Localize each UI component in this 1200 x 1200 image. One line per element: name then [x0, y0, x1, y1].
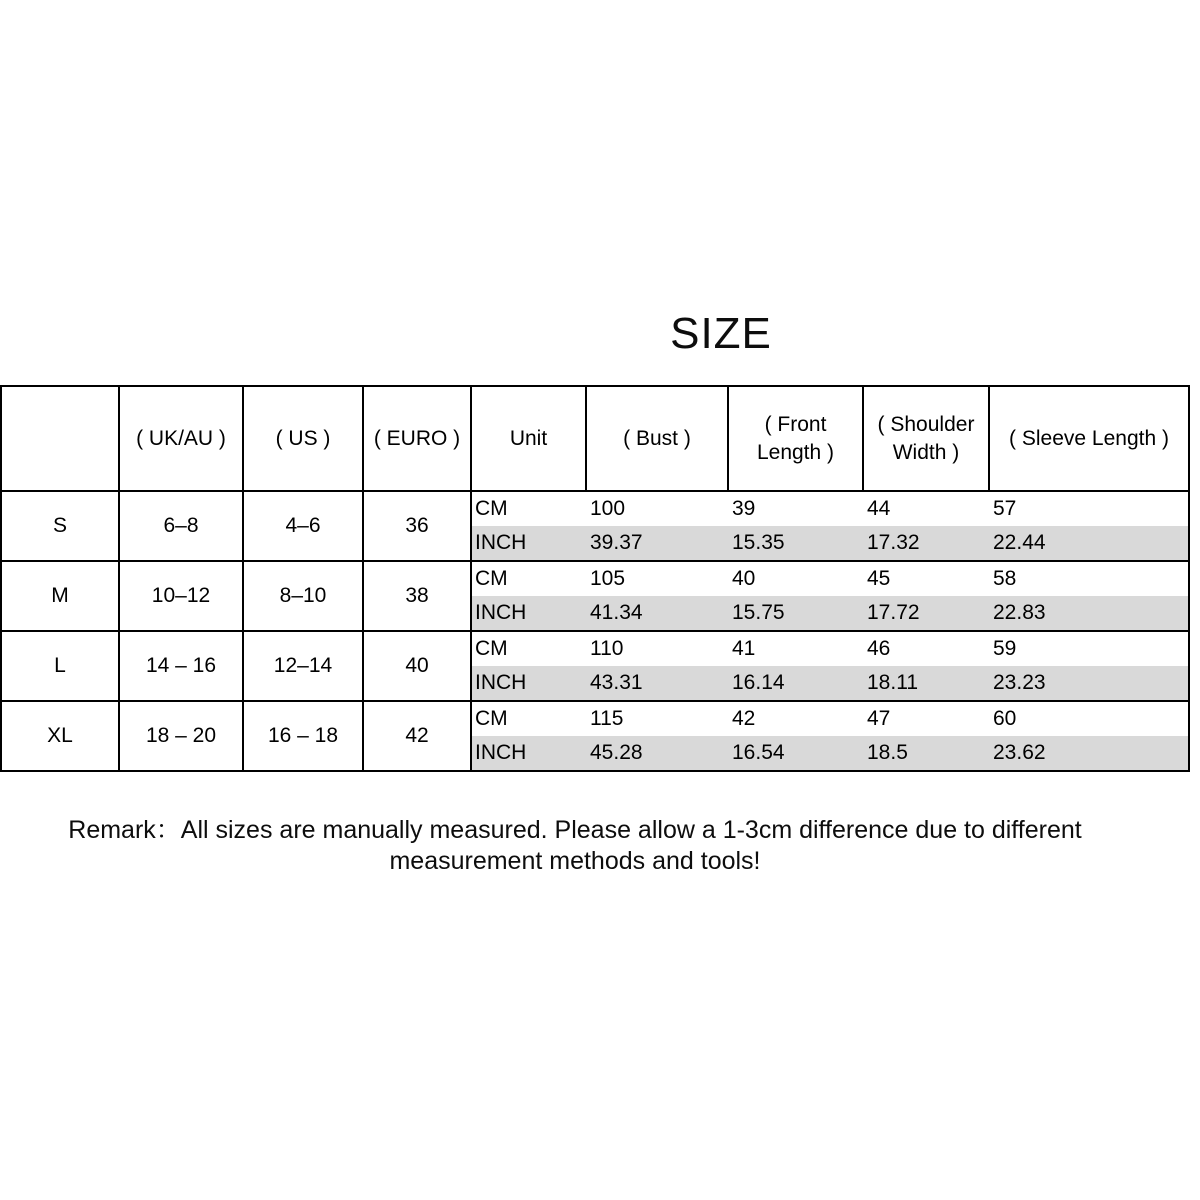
measurements	[472, 702, 1188, 770]
ukau-cell: 6–8	[120, 492, 244, 560]
shoulder-width-cm: 47	[867, 707, 891, 730]
cm-subrow	[472, 632, 1188, 666]
remark	[0, 815, 1150, 877]
header-cell-ukau: ( UK/AU )	[120, 387, 244, 490]
header-cell-sleeve-length: ( Sleeve Length )	[1009, 426, 1169, 450]
sleeve-length-inch: 22.44	[993, 531, 1046, 554]
table-header-row	[2, 387, 1188, 492]
bust-cm: 115	[590, 707, 624, 730]
unit-label-inch: INCH	[475, 741, 527, 764]
size-cell: L	[2, 632, 120, 700]
header-cell-shoulder-width: ( Shoulder Width )	[864, 387, 990, 490]
us-cell: 8–10	[244, 562, 364, 630]
bust-cm: 100	[590, 497, 626, 520]
bust-inch: 41.34	[590, 601, 643, 624]
size-table	[0, 385, 1190, 772]
euro-cell: 40	[364, 632, 472, 700]
bust-inch: 39.37	[590, 531, 643, 554]
bust-inch: 45.28	[590, 741, 643, 764]
shoulder-width-inch: 18.5	[867, 741, 908, 764]
front-length-inch: 16.14	[732, 671, 785, 694]
remark-line-1: Remark：All sizes are manually measured. Please allow a 1-3cm difference due to different	[68, 816, 1082, 844]
measurements	[472, 492, 1188, 560]
front-length-cm: 39	[732, 497, 756, 520]
size-row-group-m	[2, 562, 1188, 632]
size-row-group-xl	[2, 702, 1188, 770]
inch-subrow	[472, 736, 1188, 770]
euro-cell: 42	[364, 702, 472, 770]
sleeve-length-cm: 60	[993, 707, 1017, 730]
sleeve-length-cm: 57	[993, 497, 1017, 520]
shoulder-width-cm: 46	[867, 637, 891, 660]
sleeve-length-inch: 23.23	[993, 671, 1046, 694]
ukau-cell: 18 – 20	[120, 702, 244, 770]
us-cell: 12–14	[244, 632, 364, 700]
front-length-cm: 41	[732, 637, 756, 660]
cm-subrow	[472, 562, 1188, 596]
sleeve-length-inch: 23.62	[993, 741, 1046, 764]
inch-subrow	[472, 596, 1188, 630]
cm-subrow	[472, 492, 1188, 526]
header-cell-size	[2, 387, 120, 490]
size-cell: XL	[2, 702, 120, 770]
us-cell: 16 – 18	[244, 702, 364, 770]
shoulder-width-inch: 18.11	[867, 671, 918, 694]
unit-label-cm: CM	[475, 707, 508, 730]
header-cell-unit: Unit	[472, 387, 587, 490]
unit-label-inch: INCH	[475, 601, 527, 624]
inch-subrow	[472, 526, 1188, 560]
sleeve-length-inch: 22.83	[993, 601, 1046, 624]
euro-cell: 36	[364, 492, 472, 560]
header-cell-bust: ( Bust )	[587, 387, 729, 490]
sleeve-length-cm: 59	[993, 637, 1017, 660]
front-length-cm: 40	[732, 567, 756, 590]
header-cell-front-length: ( Front Length )	[729, 387, 864, 490]
euro-cell: 38	[364, 562, 472, 630]
cm-subrow	[472, 702, 1188, 736]
unit-label-cm: CM	[475, 567, 508, 590]
shoulder-width-cm: 45	[867, 567, 891, 590]
shoulder-width-cm: 44	[867, 497, 891, 520]
header-cell-us: ( US )	[244, 387, 364, 490]
remark-line-2: measurement methods and tools!	[389, 847, 761, 875]
unit-label-cm: CM	[475, 497, 508, 520]
size-row-group-s	[2, 492, 1188, 562]
size-row-group-l	[2, 632, 1188, 702]
front-length-inch: 15.35	[732, 531, 785, 554]
measurements	[472, 632, 1188, 700]
unit-label-inch: INCH	[475, 531, 527, 554]
size-cell: M	[2, 562, 120, 630]
sleeve-length-cm: 58	[993, 567, 1017, 590]
front-length-inch: 16.54	[732, 741, 785, 764]
shoulder-width-inch: 17.32	[867, 531, 920, 554]
ukau-cell: 14 – 16	[120, 632, 244, 700]
page-title: SIZE	[670, 309, 772, 358]
front-length-cm: 42	[732, 707, 756, 730]
shoulder-width-inch: 17.72	[867, 601, 920, 624]
inch-subrow	[472, 666, 1188, 700]
bust-cm: 110	[590, 637, 624, 660]
header-cell-euro: ( EURO )	[364, 387, 472, 490]
unit-label-inch: INCH	[475, 671, 527, 694]
bust-cm: 105	[590, 567, 626, 590]
bust-inch: 43.31	[590, 671, 643, 694]
unit-label-cm: CM	[475, 637, 508, 660]
size-cell: S	[2, 492, 120, 560]
us-cell: 4–6	[244, 492, 364, 560]
measurements	[472, 562, 1188, 630]
front-length-inch: 15.75	[732, 601, 785, 624]
ukau-cell: 10–12	[120, 562, 244, 630]
